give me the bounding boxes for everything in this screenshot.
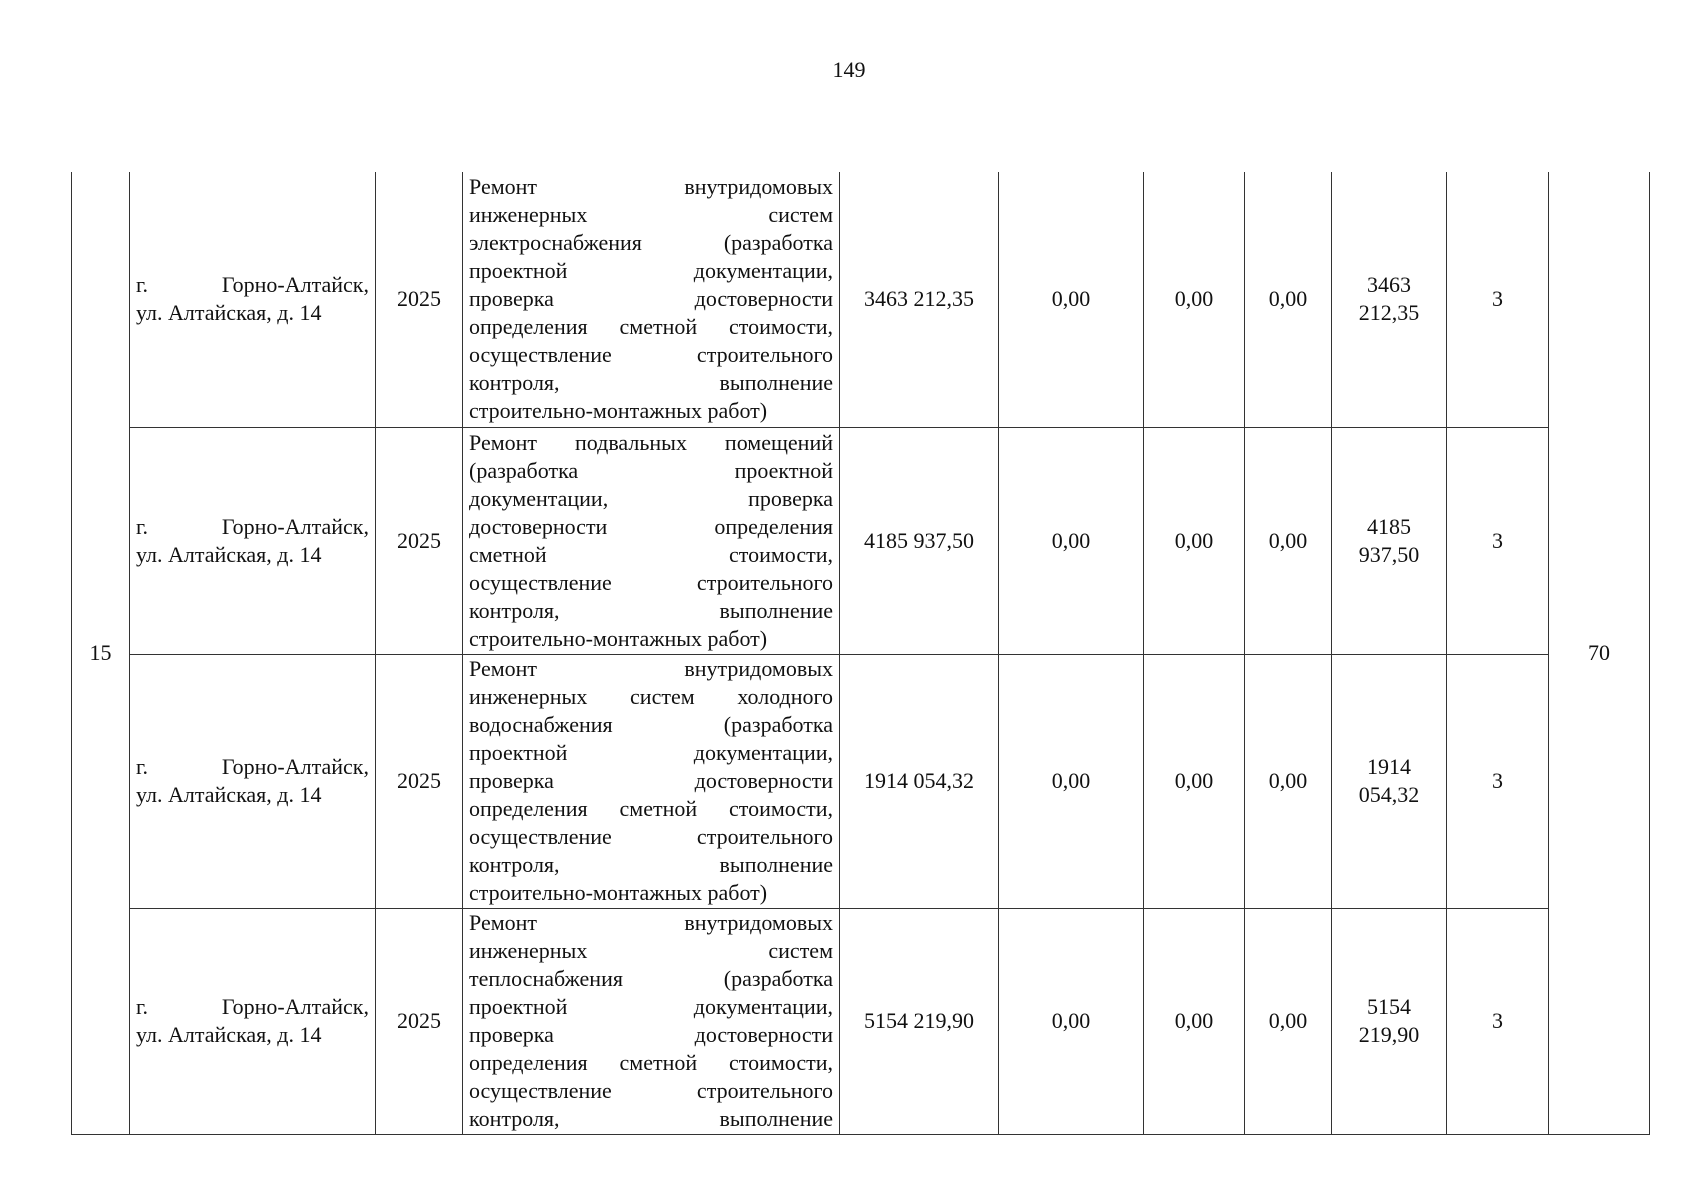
work-line: строительно-монтажных работ)	[469, 398, 768, 424]
amount-cell: 3463 212,35	[840, 172, 999, 427]
total-line-1: 1914	[1367, 754, 1411, 779]
year-cell: 2025	[376, 427, 463, 654]
address-line-1: г. Горно-Алтайск,	[136, 994, 369, 1019]
work-line: осуществление строительного	[469, 824, 833, 849]
work-line: электроснабжения (разработка	[469, 230, 833, 256]
work-line: теплоснабжения (разработка	[469, 966, 833, 991]
total-line-1: 5154	[1367, 994, 1411, 1019]
address-line-1: г. Горно-Алтайск,	[136, 513, 369, 539]
total-cell	[1332, 172, 1447, 427]
table-row	[72, 172, 1650, 427]
address-line-2: ул. Алтайская, д. 14	[136, 541, 322, 567]
amount-cell: 5154 219,90	[840, 908, 999, 1134]
total-cell	[1332, 654, 1447, 908]
group-score-cell: 70	[1549, 172, 1650, 1134]
address-line-2: ул. Алтайская, д. 14	[136, 300, 322, 326]
work-line: проектной документации,	[469, 740, 833, 765]
code-cell: 3	[1447, 427, 1549, 654]
address-cell	[130, 172, 376, 427]
work-line: Ремонт внутридомовых	[469, 656, 833, 681]
work-line: контроля, выполнение	[469, 370, 833, 396]
work-description-cell	[463, 427, 840, 654]
work-line: инженерных систем холодного	[469, 684, 833, 709]
work-line: строительно-монтажных работ)	[469, 880, 768, 905]
value-cell: 0,00	[999, 427, 1144, 654]
work-line: проверка достоверности	[469, 286, 833, 312]
value-cell: 0,00	[1245, 427, 1332, 654]
address-cell	[130, 654, 376, 908]
value-cell: 0,00	[1245, 654, 1332, 908]
year-cell: 2025	[376, 172, 463, 427]
work-line: проверка достоверности	[469, 768, 833, 793]
work-line: определения сметной стоимости,	[469, 1050, 833, 1075]
value-cell: 0,00	[999, 654, 1144, 908]
work-line: Ремонт внутридомовых	[469, 910, 833, 935]
work-line: Ремонт подвальных помещений	[469, 429, 833, 455]
work-line: инженерных систем	[469, 938, 833, 963]
total-line-2: 212,35	[1358, 300, 1420, 326]
work-line: контроля, выполнение	[469, 1106, 833, 1131]
work-line: Ремонт внутридомовых	[469, 174, 833, 200]
value-cell: 0,00	[1144, 654, 1245, 908]
total-cell	[1332, 908, 1447, 1134]
amount-cell: 4185 937,50	[840, 427, 999, 654]
work-line: определения сметной стоимости,	[469, 796, 833, 821]
table-row	[72, 427, 1650, 654]
address-line-2: ул. Алтайская, д. 14	[136, 782, 322, 807]
total-cell	[1332, 427, 1447, 654]
work-description-cell	[463, 908, 840, 1134]
value-cell: 0,00	[1144, 427, 1245, 654]
address-cell	[130, 908, 376, 1134]
year-cell: 2025	[376, 654, 463, 908]
value-cell: 0,00	[999, 908, 1144, 1134]
year-cell: 2025	[376, 908, 463, 1134]
work-line: инженерных систем	[469, 202, 833, 228]
work-line: документации, проверка	[469, 485, 833, 511]
work-line: осуществление строительного	[469, 569, 833, 595]
code-cell: 3	[1447, 908, 1549, 1134]
code-cell: 3	[1447, 654, 1549, 908]
work-description-cell	[463, 654, 840, 908]
work-line: (разработка проектной	[469, 457, 833, 483]
work-line: строительно-монтажных работ)	[469, 625, 768, 651]
work-line: достоверности определения	[469, 513, 833, 539]
value-cell: 0,00	[999, 172, 1144, 427]
work-description-cell	[463, 172, 840, 427]
work-line: осуществление строительного	[469, 342, 833, 368]
repair-plan-table	[71, 172, 1650, 1135]
amount-cell: 1914 054,32	[840, 654, 999, 908]
total-line-2: 937,50	[1358, 541, 1420, 567]
work-line: определения сметной стоимости,	[469, 314, 833, 340]
work-line: осуществление строительного	[469, 1078, 833, 1103]
value-cell: 0,00	[1245, 172, 1332, 427]
page-number: 149	[832, 57, 866, 82]
table-row	[72, 908, 1650, 1134]
value-cell: 0,00	[1144, 908, 1245, 1134]
value-cell: 0,00	[1144, 172, 1245, 427]
group-number-cell: 15	[72, 172, 130, 1134]
value-cell: 0,00	[1245, 908, 1332, 1134]
work-line: сметной стоимости,	[469, 541, 833, 567]
work-line: проверка достоверности	[469, 1022, 833, 1047]
address-line-1: г. Горно-Алтайск,	[136, 754, 369, 779]
address-line-2: ул. Алтайская, д. 14	[136, 1022, 322, 1047]
address-cell	[130, 427, 376, 654]
work-line: проектной документации,	[469, 258, 833, 284]
total-line-2: 219,90	[1358, 1022, 1420, 1047]
address-line-1: г. Горно-Алтайск,	[136, 272, 369, 298]
work-line: проектной документации,	[469, 994, 833, 1019]
code-cell: 3	[1447, 172, 1549, 427]
total-line-2: 054,32	[1358, 782, 1420, 807]
table-row	[72, 654, 1650, 908]
work-line: контроля, выполнение	[469, 852, 833, 877]
work-line: контроля, выполнение	[469, 597, 833, 623]
total-line-1: 3463	[1367, 272, 1411, 298]
work-line: водоснабжения (разработка	[469, 712, 833, 737]
total-line-1: 4185	[1367, 513, 1411, 539]
